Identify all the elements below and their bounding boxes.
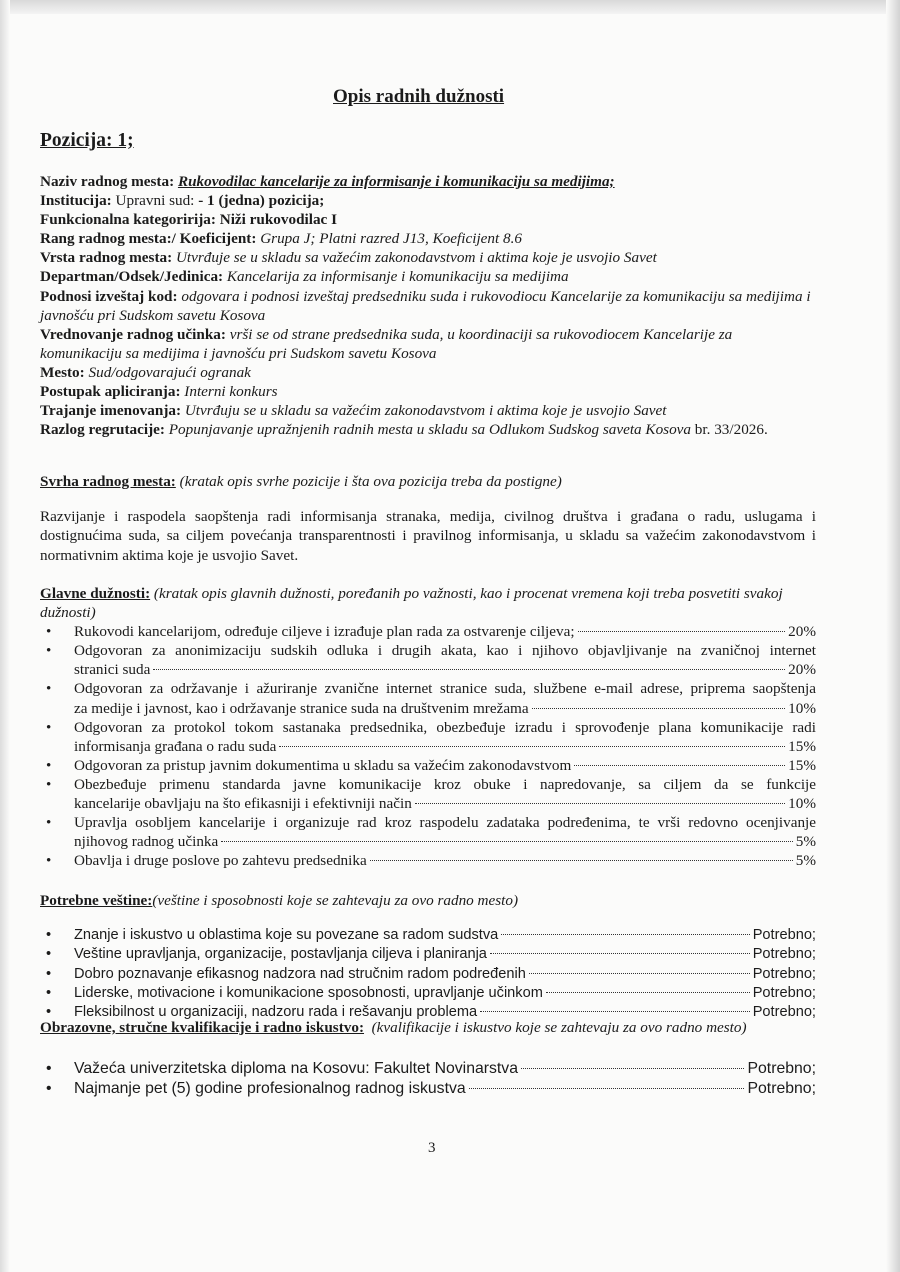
dot-leader xyxy=(501,934,749,935)
skills-list xyxy=(40,926,816,1022)
skills-heading-line xyxy=(40,891,816,910)
vrednovanje-value: vrši se od strane predsednika suda, u koordinaciji sa rukovodiocem Kancelarije za komunikaciju sa medijima i javnošću pri Sudskom savetu Kosova xyxy=(40,325,733,362)
duty-item xyxy=(40,756,816,775)
qualification-line xyxy=(74,1059,816,1079)
qualification-line-value: Potrebno; xyxy=(747,1060,816,1078)
dot-leader xyxy=(532,708,786,709)
position-heading: Pozicija: 1; xyxy=(40,130,134,151)
purpose-heading-line xyxy=(40,472,816,491)
duty-line-text: kancelarije obavljaju na što efikasniji i efektivniji način xyxy=(74,795,412,813)
duty-text-first-line: • Obezbeđuje primenu standarda javne komunikacije kroz obuke i napredovanje, sa ciljem da se funkcije xyxy=(74,775,816,793)
vrednovanje-label: Vrednovanje radnog učinka: xyxy=(40,325,226,343)
skill-line-value: Potrebno; xyxy=(752,1003,816,1020)
skills-section xyxy=(40,891,816,1022)
info-institucija xyxy=(40,191,816,210)
purpose-section xyxy=(40,472,816,565)
dot-leader xyxy=(153,669,785,670)
qualifications-list xyxy=(40,1059,816,1099)
podnosi-value: odgovara i podnosi izveštaj predsedniku suda i rukovodiocu Kancelarije za komunikaciju sa medijima i javnošću pri Sudskom savetu Kosova xyxy=(40,287,811,324)
skill-line-value: Potrebno; xyxy=(752,927,816,944)
qualifications-heading-line xyxy=(40,1018,816,1037)
scan-edge-left xyxy=(0,0,10,1272)
naziv-label: Naziv radnog mesta: xyxy=(40,173,175,190)
duty-line-text: • Odgovoran za pristup javnim dokumentima u skladu sa važećim zakonodavstvom xyxy=(74,756,572,774)
skill-line-text: • Veštine upravljanja, organizacije, postavljanja ciljeva i planiranja xyxy=(74,946,487,963)
job-info xyxy=(40,172,816,439)
duties-section xyxy=(40,584,816,870)
skill-item xyxy=(40,984,816,1003)
duty-line-text: njihovog radnog učinka xyxy=(74,833,219,851)
purpose-text: Razvijanje i raspodela saopštenja radi informisanja stranaka, medija, civilnog društva i građana o radu, uslugama i dostignućima suda, sa ciljem povećanja transparentnosti i pravilnog informisanja, u skladu sa važećim zakonodavstvom i normativnim aktima koje je usvojio Savet. xyxy=(40,508,816,564)
departman-value: Kancelarija za informisanje i komunikaciju sa medijima xyxy=(226,268,569,286)
postupak-label: Postupak apliciranja: xyxy=(40,383,181,401)
document-title: Opis radnih dužnosti xyxy=(333,86,505,107)
razlog-suffix: br. 33/2026. xyxy=(694,421,768,439)
institucija-label: Institucija: xyxy=(40,192,112,210)
funkcionalna-label: Funkcionalna kategoririja: Niži rukovodilac I xyxy=(40,211,338,229)
duty-item xyxy=(40,718,816,756)
trajanje-label: Trajanje imenovanja: xyxy=(40,402,182,420)
duty-line-value: 10% xyxy=(788,699,816,717)
mesto-value: Sud/odgovarajući ogranak xyxy=(88,363,251,381)
rang-label: Rang radnog mesta:/ Koeficijent: xyxy=(40,230,257,248)
postupak-value: Interni konkurs xyxy=(184,383,278,401)
scan-edge-top xyxy=(0,0,900,14)
mesto-label: Mesto: xyxy=(40,363,85,381)
duty-line-text: stranici suda xyxy=(74,661,151,679)
info-vrsta xyxy=(40,248,816,267)
duty-line xyxy=(74,756,816,775)
duty-text-first-line: • Odgovoran za održavanje i ažuriranje zvanične internet stranice suda, službene e-mail adrese, priprema saopštenja xyxy=(74,680,816,698)
podnosi-label: Podnosi izveštaj kod: xyxy=(40,287,178,305)
vrsta-value: Utvrđuje se u skladu sa važećim zakonodavstvom i aktima koje je usvojio Savet xyxy=(175,249,657,267)
duty-line xyxy=(74,832,816,851)
duties-heading: Glavne dužnosti: xyxy=(40,585,151,602)
duties-list xyxy=(40,622,816,870)
info-rang xyxy=(40,229,816,248)
departman-label: Departman/Odsek/Jedinica: xyxy=(40,268,224,286)
qualifications-section xyxy=(40,1018,816,1099)
skill-line xyxy=(74,965,816,984)
page-number: 3 xyxy=(428,1140,436,1156)
info-trajanje xyxy=(40,401,816,420)
duty-line xyxy=(74,851,816,870)
skill-line xyxy=(74,945,816,964)
qualification-item xyxy=(40,1059,816,1079)
institucija-count: - 1 (jedna) pozicija; xyxy=(198,192,325,210)
duty-item xyxy=(40,622,816,641)
skills-desc: (veštine i sposobnosti koje se zahtevaju za ovo radno mesto) xyxy=(152,892,519,909)
info-naziv xyxy=(40,172,816,191)
skill-line xyxy=(74,926,816,945)
info-postupak xyxy=(40,382,816,401)
skill-line xyxy=(74,984,816,1003)
duty-line xyxy=(74,794,816,813)
duty-text-first-line: • Upravlja osobljem kancelarije i organizuje rad kroz raspodelu zadataka podređenima, te vrši redovno ocenjivanje xyxy=(74,814,816,832)
skill-item xyxy=(40,945,816,964)
skills-heading: Potrebne veštine: xyxy=(40,892,153,909)
qualifications-desc: (kvalifikacije i iskustvo koje se zahtevaju za ovo radno mesto) xyxy=(371,1019,747,1036)
dot-leader xyxy=(415,803,785,804)
skill-line-text: • Dobro poznavanje efikasnog nadzora nad stručnim radom podređenih xyxy=(74,965,526,982)
dot-leader xyxy=(370,860,793,861)
qualification-item xyxy=(40,1079,816,1099)
dot-leader xyxy=(521,1068,744,1069)
duty-line xyxy=(74,699,816,718)
skill-line-text: • Fleksibilnost u organizaciji, nadzoru rada i rešavanju problema xyxy=(74,1003,478,1020)
institucija-value: Upravni sud: xyxy=(115,192,195,210)
dot-leader xyxy=(578,631,786,632)
naziv-value: Rukovodilac kancelarije za informisanje i komunikaciju sa medijima; xyxy=(177,173,615,190)
skill-item xyxy=(40,926,816,945)
purpose-heading: Svrha radnog mesta: xyxy=(40,473,176,490)
duty-line-value: 20% xyxy=(788,661,816,679)
duty-line-text: informisanja građana o radu suda xyxy=(74,737,277,755)
info-razlog xyxy=(40,420,816,439)
dot-leader xyxy=(490,953,750,954)
razlog-label: Razlog regrutacije: xyxy=(40,421,165,439)
duty-line-text: • Rukovodi kancelarijom, određuje ciljeve i izrađuje plan rada za ostvarenje ciljeva; xyxy=(74,623,575,641)
info-departman xyxy=(40,267,816,286)
duty-line-text: • Obavlja i druge poslove po zahtevu predsednika xyxy=(74,852,367,870)
skill-item xyxy=(40,965,816,984)
duty-line-value: 5% xyxy=(795,833,816,851)
skill-line-value: Potrebno; xyxy=(752,946,816,963)
vrsta-label: Vrsta radnog mesta: xyxy=(40,249,173,267)
purpose-desc: (kratak opis svrhe pozicije i šta ova pozicija treba da postigne) xyxy=(179,473,562,490)
qualification-line xyxy=(74,1079,816,1099)
dot-leader xyxy=(469,1088,745,1089)
dot-leader xyxy=(529,973,750,974)
duty-text-first-line: • Odgovoran za protokol tokom sastanaka predsednika, obezbeđuje izradu i sprovođenje plana komunikacije radi xyxy=(74,718,816,736)
dot-leader xyxy=(480,1011,750,1012)
duty-line-value: 5% xyxy=(795,852,816,870)
duty-line xyxy=(74,660,816,679)
razlog-value: Popunjavanje upražnjenih radnih mesta u skladu sa Odlukom Sudskog saveta Kosova xyxy=(168,421,691,439)
scan-edge-right xyxy=(886,0,900,1272)
duty-text-first-line: • Odgovoran za anonimizaciju sudskih odluka i drugih akata, kao i njihovo objavljivanje na zvaničnoj internet xyxy=(74,642,816,660)
duty-item xyxy=(40,641,816,679)
duty-line-value: 15% xyxy=(788,737,816,755)
qualification-line-text: • Najmanje pet (5) godine profesionalnog radnog iskustva xyxy=(74,1080,466,1098)
info-podnosi xyxy=(40,287,816,325)
duty-line-value: 20% xyxy=(788,623,816,641)
duty-line-value: 15% xyxy=(788,756,816,774)
info-vrednovanje xyxy=(40,325,816,363)
rang-value: Grupa J; Platni razred J13, Koeficijent 8.6 xyxy=(260,230,522,248)
dot-leader xyxy=(574,765,785,766)
duty-line xyxy=(74,622,816,641)
duties-heading-line xyxy=(40,584,816,622)
duty-line-value: 10% xyxy=(788,795,816,813)
trajanje-value: Utvrđuju se u skladu sa važećim zakonodavstvom i aktima koje je usvojio Savet xyxy=(184,402,667,420)
info-mesto xyxy=(40,363,816,382)
duty-item xyxy=(40,813,816,851)
qualifications-heading: Obrazovne, stručne kvalifikacije i radno iskustvo: xyxy=(40,1019,365,1036)
skill-line-value: Potrebno; xyxy=(752,984,816,1001)
info-funkcionalna xyxy=(40,210,816,229)
skill-line-text: • Znanje i iskustvo u oblastima koje su povezane sa radom sudstva xyxy=(74,927,499,944)
skill-line-text: • Liderske, motivacione i komunikacione sposobnosti, upravljanje učinkom xyxy=(74,984,543,1001)
duties-desc: (kratak opis glavnih dužnosti, poređanih po važnosti, kao i procenat vremena koji treba posvetiti svakoj dužnosti) xyxy=(40,585,783,622)
qualification-line-value: Potrebno; xyxy=(747,1080,816,1098)
duty-line xyxy=(74,737,816,756)
dot-leader xyxy=(279,746,785,747)
duty-line-text: za medije i javnost, kao i održavanje stranice suda na društvenim mrežama xyxy=(74,699,529,717)
qualification-line-text: • Važeća univerzitetska diploma na Kosovu: Fakultet Novinarstva xyxy=(74,1060,518,1078)
duty-item xyxy=(40,851,816,870)
skill-line-value: Potrebno; xyxy=(752,965,816,982)
duty-item xyxy=(40,775,816,813)
dot-leader xyxy=(221,841,792,842)
duty-item xyxy=(40,679,816,717)
dot-leader xyxy=(546,992,750,993)
